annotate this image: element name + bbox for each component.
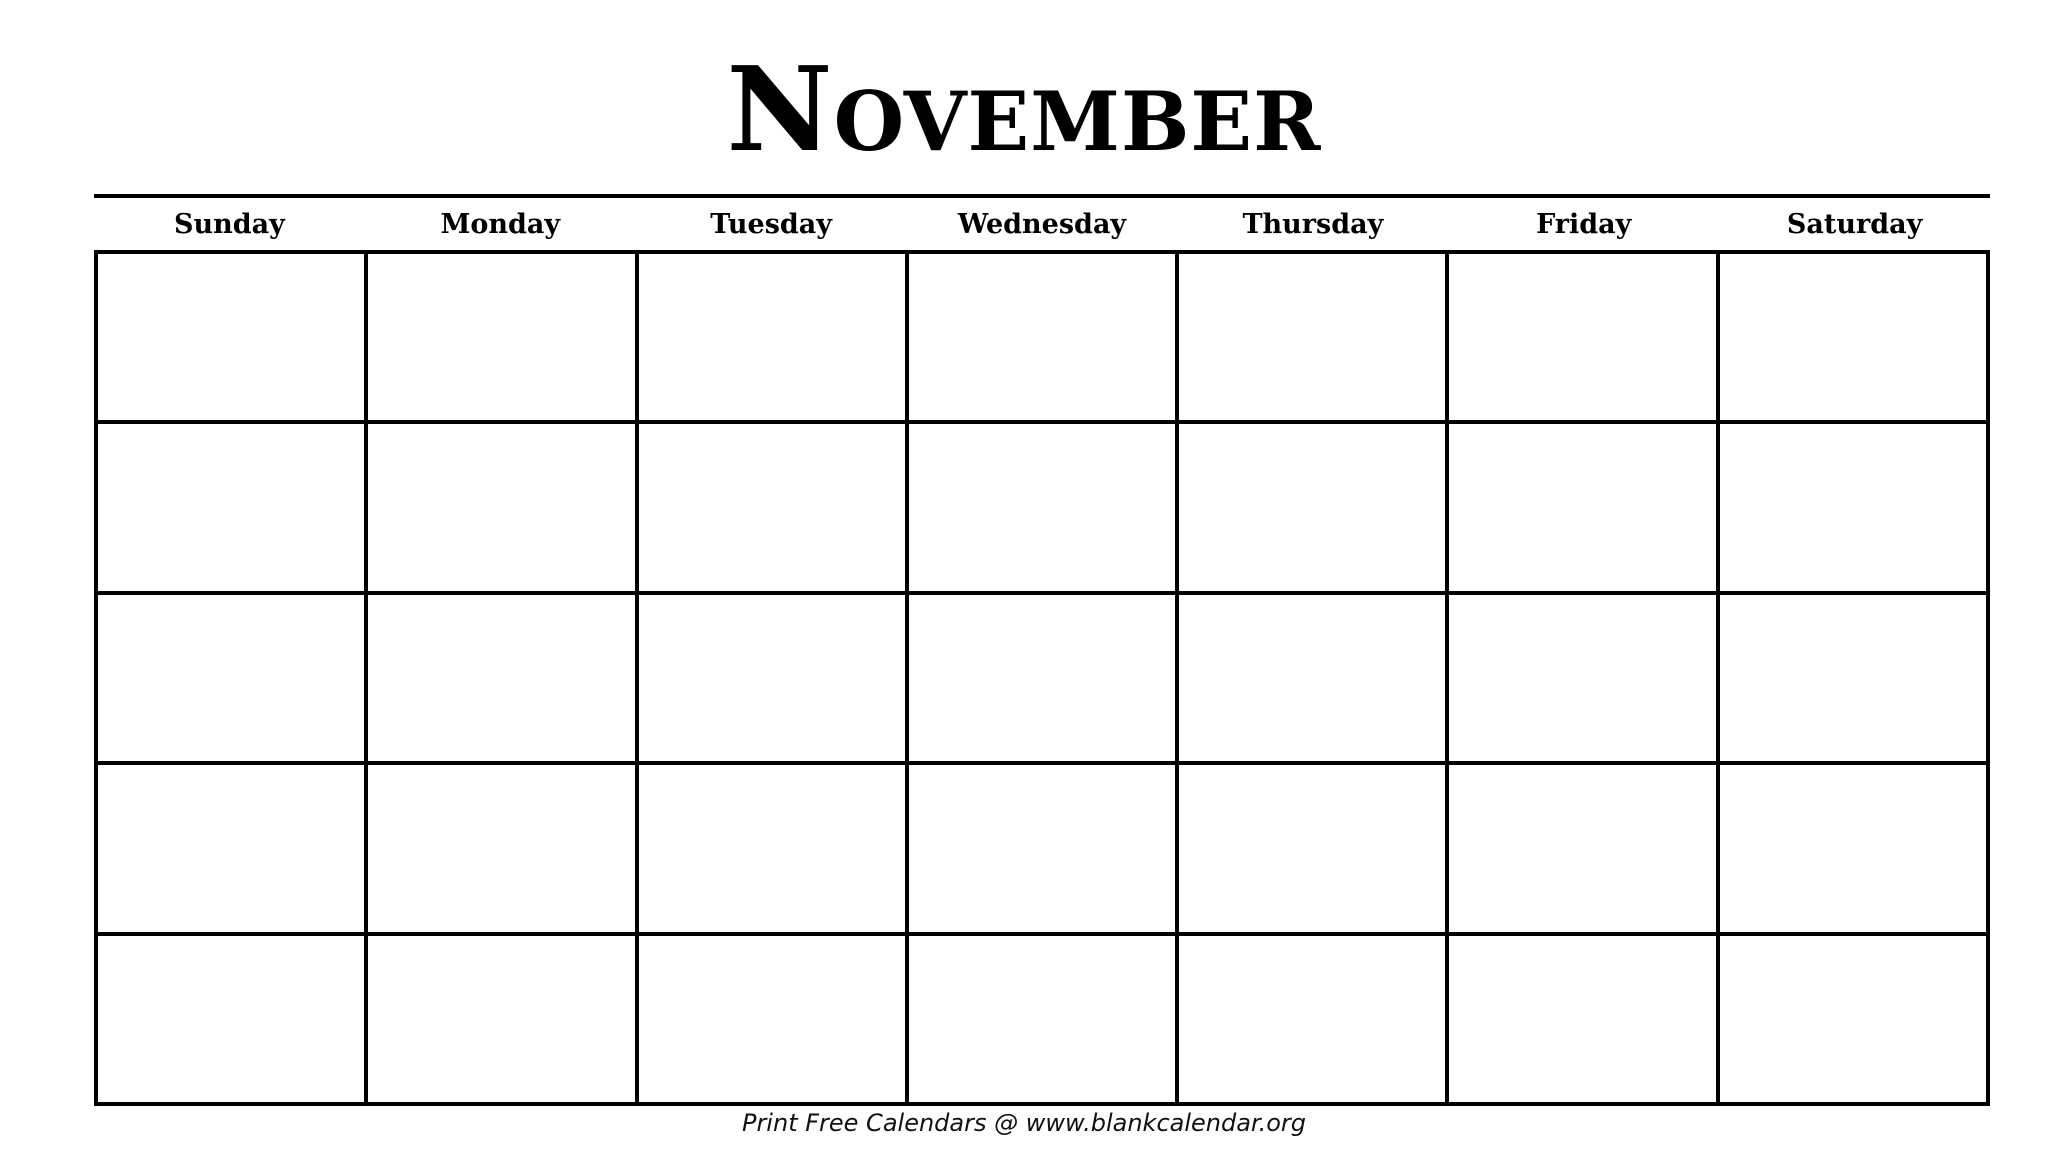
day-cell xyxy=(1720,424,1990,594)
day-cell xyxy=(639,424,909,594)
weekday-header-row xyxy=(94,198,1990,250)
day-cell xyxy=(639,936,909,1106)
weekday-saturday: Saturday xyxy=(1786,208,1923,240)
day-cell xyxy=(1179,424,1449,594)
day-cell xyxy=(368,254,638,424)
day-cell xyxy=(1179,254,1449,424)
month-title: November xyxy=(726,42,1322,178)
day-cell xyxy=(909,765,1179,935)
day-cell xyxy=(909,254,1179,424)
weekday-thursday: Thursday xyxy=(1242,208,1384,240)
day-cell xyxy=(1720,936,1990,1106)
weekday-friday: Friday xyxy=(1536,208,1632,240)
day-cell xyxy=(909,424,1179,594)
day-cell xyxy=(98,254,368,424)
day-cell xyxy=(368,595,638,765)
day-cell xyxy=(1449,595,1719,765)
day-cell xyxy=(1449,424,1719,594)
day-cell xyxy=(1179,936,1449,1106)
day-cell xyxy=(368,424,638,594)
day-cell xyxy=(1179,595,1449,765)
day-cell xyxy=(639,765,909,935)
day-cell xyxy=(1720,254,1990,424)
day-cell xyxy=(639,595,909,765)
day-cell xyxy=(639,254,909,424)
weekday-tuesday: Tuesday xyxy=(710,208,832,240)
weekday-sunday: Sunday xyxy=(174,208,285,240)
day-cell xyxy=(1449,765,1719,935)
day-cell xyxy=(368,936,638,1106)
calendar-grid xyxy=(94,250,1990,1106)
day-cell xyxy=(1720,765,1990,935)
day-cell xyxy=(98,595,368,765)
day-cell xyxy=(1449,254,1719,424)
weekday-monday: Monday xyxy=(440,208,561,240)
day-cell xyxy=(1720,595,1990,765)
day-cell xyxy=(1449,936,1719,1106)
day-cell xyxy=(98,936,368,1106)
day-cell xyxy=(909,936,1179,1106)
day-cell xyxy=(368,765,638,935)
weekday-wednesday: Wednesday xyxy=(957,208,1127,240)
day-cell xyxy=(98,765,368,935)
day-cell xyxy=(98,424,368,594)
day-cell xyxy=(909,595,1179,765)
footer-credit: Print Free Calendars @ www.blankcalendar.org xyxy=(741,1109,1307,1137)
day-cell xyxy=(1179,765,1449,935)
